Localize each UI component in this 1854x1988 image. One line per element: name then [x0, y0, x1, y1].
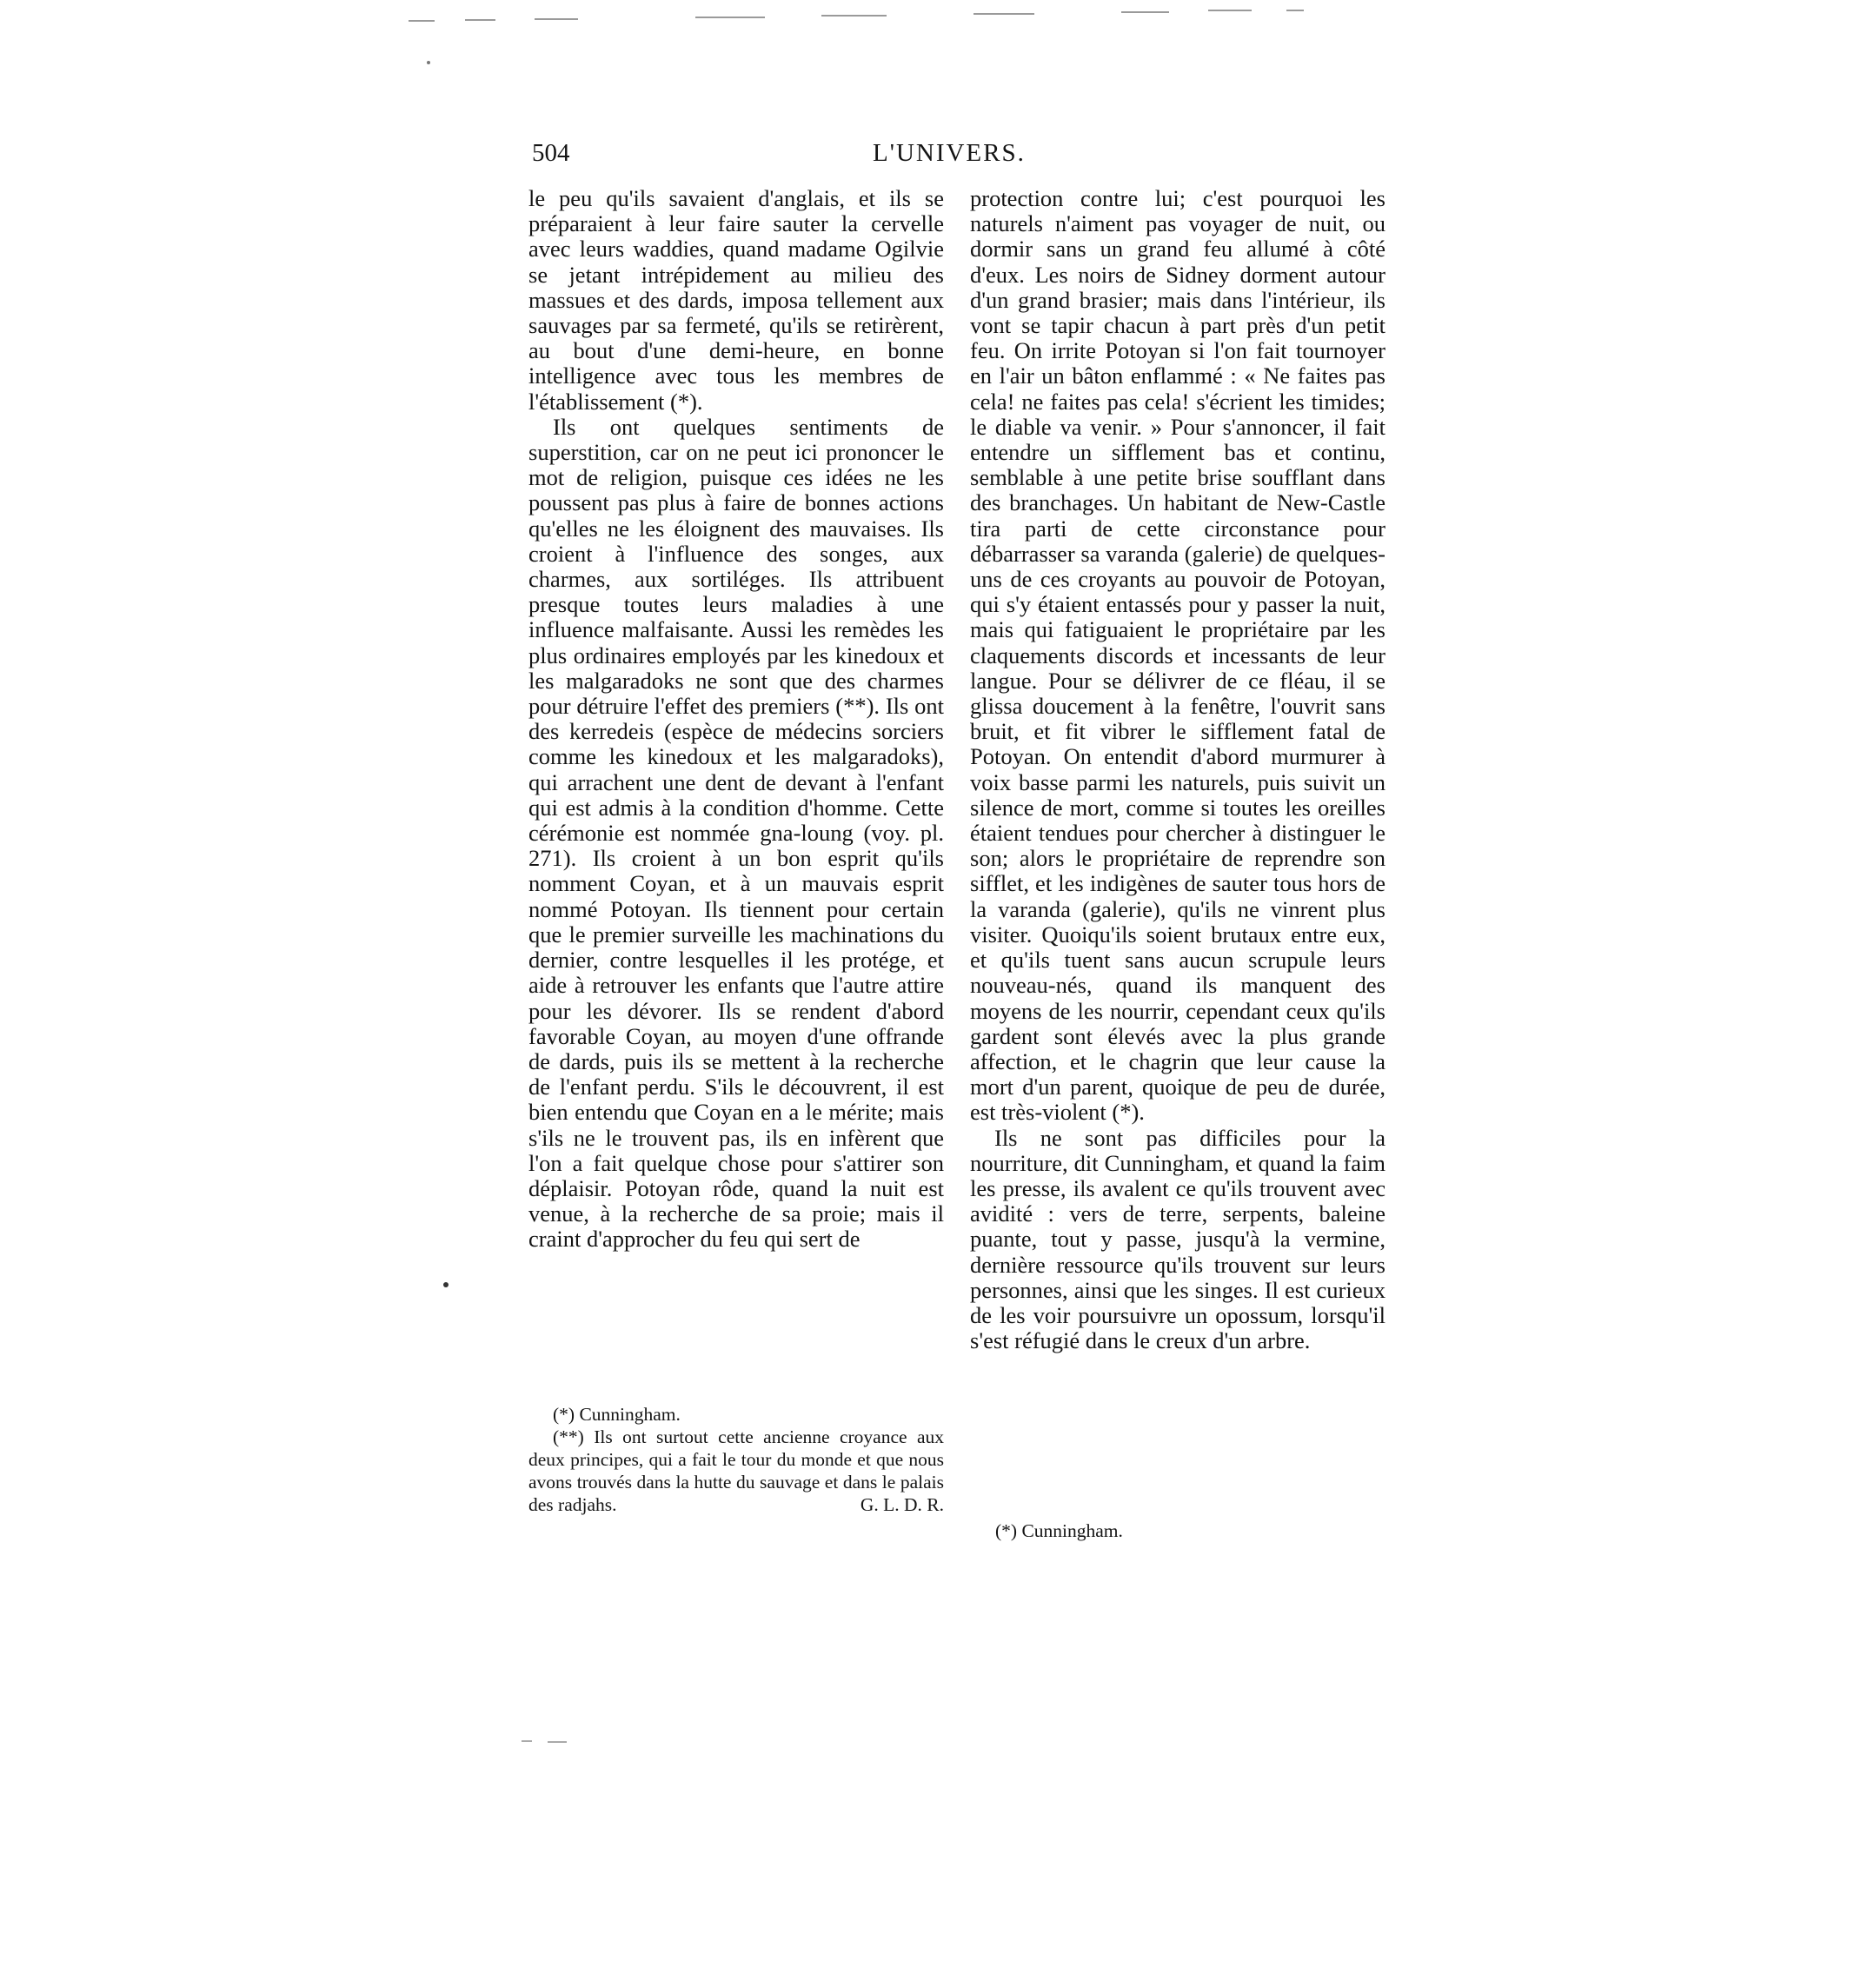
paragraph: Ils ne sont pas difficiles pour la nourriture, dit Cunningham, et quand la faim les presse, ils avalent ce qu'ils trouvent avec avidité : vers de terre, serpents, baleine puante, tout y passe, jusqu'à la vermine, dernière ressource qu'ils trouvent sur leurs personnes, ainsi que les singes. Il est curieux de les voir poursuivre un opossum, lorsqu'il s'est réfugié dans le creux d'un arbre. — [970, 1124, 1386, 1354]
footnotes-left — [528, 1403, 944, 1516]
scan-speck — [427, 61, 430, 64]
footnote-signature: G. L. D. R. — [860, 1494, 944, 1515]
page-number: 504 — [532, 139, 570, 167]
paragraph: le peu qu'ils savaient d'anglais, et ils se préparaient à leur faire sauter la cervelle avec leurs waddies, quand madame Ogilvie se jetant intrépidement au milieu des massues et des dards, imposa tellement aux sauvages par sa fermeté, qu'ils se retirèrent, au bout d'une demi-heure, en bonne intelligence avec tous les membres de l'établissement (*). — [528, 185, 944, 415]
text-column-left — [528, 186, 944, 1253]
page-header — [532, 139, 1047, 177]
footnote — [528, 1426, 944, 1516]
paragraph: protection contre lui; c'est pourquoi les naturels n'aiment pas voyager de nuit, ou dormir sans un grand feu allumé à côté d'eux. Les noirs de Sidney dorment autour d'un grand brasier; mais dans l'intérieur, ils vont se tapir chacun à part près d'un petit feu. On irrite Potoyan si l'on fait tournoyer en l'air un bâton enflammé : « Ne faites pas cela! ne faites pas cela! s'écrient les timides; le diable va venir. » Pour s'annoncer, il fait entendre un sifflement bas et continu, semblable à une petite brise soufflant dans des branchages. Un habitant de New-Castle tira parti de cette circonstance pour débarrasser sa varanda (galerie) de quelques-uns de ces croyants au pouvoir de Potoyan, qui s'y étaient entassés pour y passer la nuit, mais qui fatiguaient le propriétaire par les claquements discords et incessants de leur langue. Pour se délivrer de ce fléau, il se glissa doucement à la fenêtre, l'ouvrit sans bruit, et fit vibrer le sifflement fatal de Potoyan. On entendit d'abord murmurer à voix basse parmi les naturels, puis suivit un silence de mort, comme si toutes les oreilles étaient tendues pour chercher à distinguer le son; alors le propriétaire de reprendre son sifflet, et les indigènes de sauter tous hors de la varanda (galerie), qu'ils ne vinrent plus visiter. Quoiqu'ils soient brutaux entre eux, et qu'ils tuent sans aucun scrupule leurs nouveau-nés, quand ils manquent des moyens de les nourrir, cependant ceux qu'ils gardent sont élevés avec la plus grande affection, et le chagrin que leur cause la mort d'un parent, quoique de peu de durée, est très-violent (*). — [970, 185, 1386, 1126]
scan-speck — [443, 1282, 449, 1287]
footnote: (*) Cunningham. — [553, 1404, 681, 1425]
running-head: L'UNIVERS. — [873, 139, 1026, 167]
footnotes-right — [995, 1519, 1369, 1542]
paragraph: Ils ont quelques sentiments de superstition, car on ne peut ici prononcer le mot de religion, puisque ces idées ne les poussent pas plus à faire de bonnes actions qu'elles ne les éloignent des mauvaises. Ils croient à l'influence des songes, aux charmes, aux sortiléges. Ils attribuent presque toutes leurs maladies à une influence malfaisante. Aussi les remèdes les plus ordinaires employés par les kinedoux et les malgaradoks ne sont que des charmes pour détruire l'effet des premiers (**). Ils ont des kerredeis (espèce de médecins sorciers comme les kinedoux et les malgaradoks), qui arrachent une dent de devant à l'enfant qui est admis à la condition d'homme. Cette cérémonie est nommée gna-loung (voy. pl. 271). Ils croient à un bon esprit qu'ils nomment Coyan, et à un mauvais esprit nommé Potoyan. Ils tiennent pour certain que le premier surveille les machinations du dernier, contre lesquelles il les protége, et aide à retrouver les enfants que l'autre attire pour les dévorer. Ils se rendent d'abord favorable Coyan, au moyen d'une offrande de dards, puis ils se mettent à la recherche de l'enfant perdu. S'ils le découvrent, il est bien entendu que Coyan en a le mérite; mais s'ils ne le trouvent pas, ils en infèrent que l'on a fait quelque chose pour s'attirer son déplaisir. Potoyan rôde, quand la nuit est venue, à la recherche de sa proie; mais il craint d'approcher du feu qui sert de — [528, 413, 944, 1253]
text-column-right — [970, 186, 1386, 1353]
scan-noise-bottom — [522, 1741, 567, 1742]
footnote-text: (**) Ils ont surtout cette ancienne croyance aux deux principes, qui a fait le tour du monde et que nous avons trouvés dans la hutte du sauvage et dans le palais des radjahs. — [528, 1426, 944, 1515]
footnote: (*) Cunningham. — [995, 1520, 1123, 1541]
scan-noise-top — [409, 10, 1304, 21]
